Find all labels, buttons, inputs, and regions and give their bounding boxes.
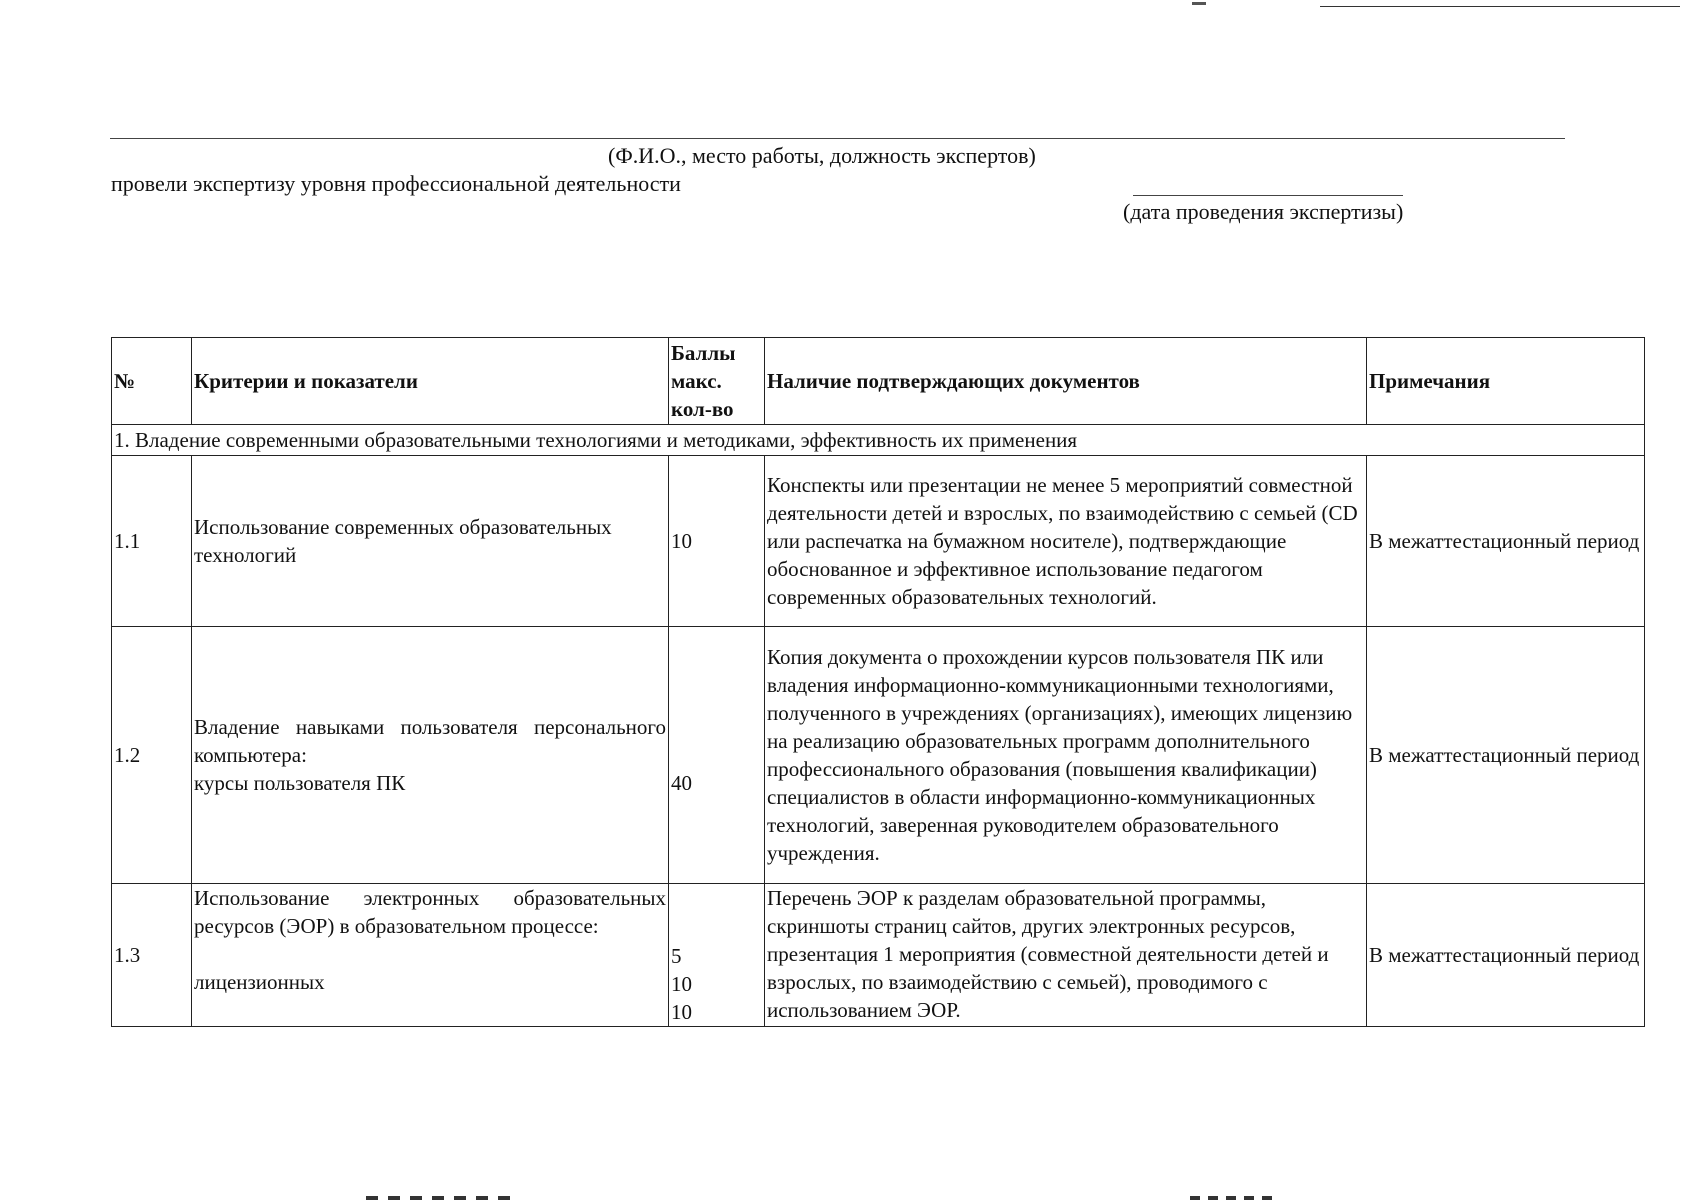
table-row — [112, 456, 1645, 627]
row-criteria-line: курсы пользователя ПК — [194, 771, 406, 795]
criteria-table — [111, 337, 1645, 1027]
col-header-points-line2: макс. — [671, 369, 722, 393]
table-row — [112, 627, 1645, 884]
row-criteria: Использование современных образовательных технологий — [192, 456, 669, 627]
row-documents: Перечень ЭОР к разделам образовательной программы, скриншоты страниц сайтов, других электронных ресурсов, презентация 1 мероприятия (совместной деятельности детей и взрослых, по взаимодействию с семьей), проводимого с использованием ЭОР. — [765, 884, 1367, 1027]
row-points-value: 10 — [671, 972, 692, 996]
section-title: 1. Владение современными образовательными технологиями и методиками, эффективность их применения — [112, 425, 1645, 456]
row-criteria-line: лицензионных — [194, 970, 325, 994]
row-documents: Конспекты или презентации не менее 5 мероприятий совместной деятельности детей и взрослых, по взаимодействию с семьей (CD или распечатка на бумажном носителе), подтверждающие обоснованное и эффективное использование педагогом современных образовательных технологий. — [765, 456, 1367, 627]
row-criteria-line — [194, 940, 666, 968]
section-row — [112, 425, 1645, 456]
col-header-documents: Наличие подтверждающих документов — [765, 338, 1367, 425]
row-criteria — [192, 884, 669, 1027]
col-header-notes: Примечания — [1367, 338, 1645, 425]
row-notes: В межаттестационный период — [1367, 627, 1645, 884]
table-header-row — [112, 338, 1645, 425]
col-header-points-line1: Баллы — [671, 341, 736, 365]
row-criteria-line: Использование электронных образовательных ресурсов (ЭОР) в образовательном процессе: — [194, 886, 666, 938]
row-points — [669, 884, 765, 1027]
row-number: 1.2 — [112, 627, 192, 884]
top-edge-mark — [1192, 2, 1206, 5]
row-number: 1.3 — [112, 884, 192, 1027]
top-edge-rule — [1320, 6, 1680, 7]
row-documents: Копия документа о прохождении курсов пользователя ПК или владения информационно-коммуникационными технологиями, полученного в учреждениях (организациях), имеющих лицензию на реализацию образовательных программ дополнительного профессионального образования (повышения квалификации) специалистов в области информационно-коммуникационных технологий, заверенная руководителем образовательного учреждения. — [765, 627, 1367, 884]
col-header-criteria: Критерии и показатели — [192, 338, 669, 425]
row-notes: В межаттестационный период — [1367, 884, 1645, 1027]
col-header-points — [669, 338, 765, 425]
row-notes: В межаттестационный период — [1367, 456, 1645, 627]
experts-caption: (Ф.И.О., место работы, должность экспертов) — [608, 143, 1036, 168]
date-caption: (дата проведения экспертизы) — [1123, 199, 1404, 224]
col-header-points-line3: кол-во — [671, 397, 734, 421]
bottom-edge-mark — [366, 1196, 516, 1200]
row-criteria-line: Владение навыками пользователя персонального компьютера: — [194, 715, 666, 767]
row-points-value: 5 — [671, 944, 682, 968]
bottom-edge-mark — [1190, 1196, 1278, 1200]
row-points: 10 — [669, 456, 765, 627]
row-criteria — [192, 627, 669, 884]
row-number: 1.1 — [112, 456, 192, 627]
row-points — [669, 627, 765, 884]
experts-blank-line — [110, 138, 1565, 139]
row-points-value: 10 — [671, 1000, 692, 1024]
row-points-value: 40 — [671, 771, 692, 795]
table-row — [112, 884, 1645, 1027]
intro-text: провели экспертизу уровня профессиональной деятельности — [111, 171, 681, 196]
col-header-number: № — [112, 338, 192, 425]
date-blank-line — [1133, 195, 1403, 196]
